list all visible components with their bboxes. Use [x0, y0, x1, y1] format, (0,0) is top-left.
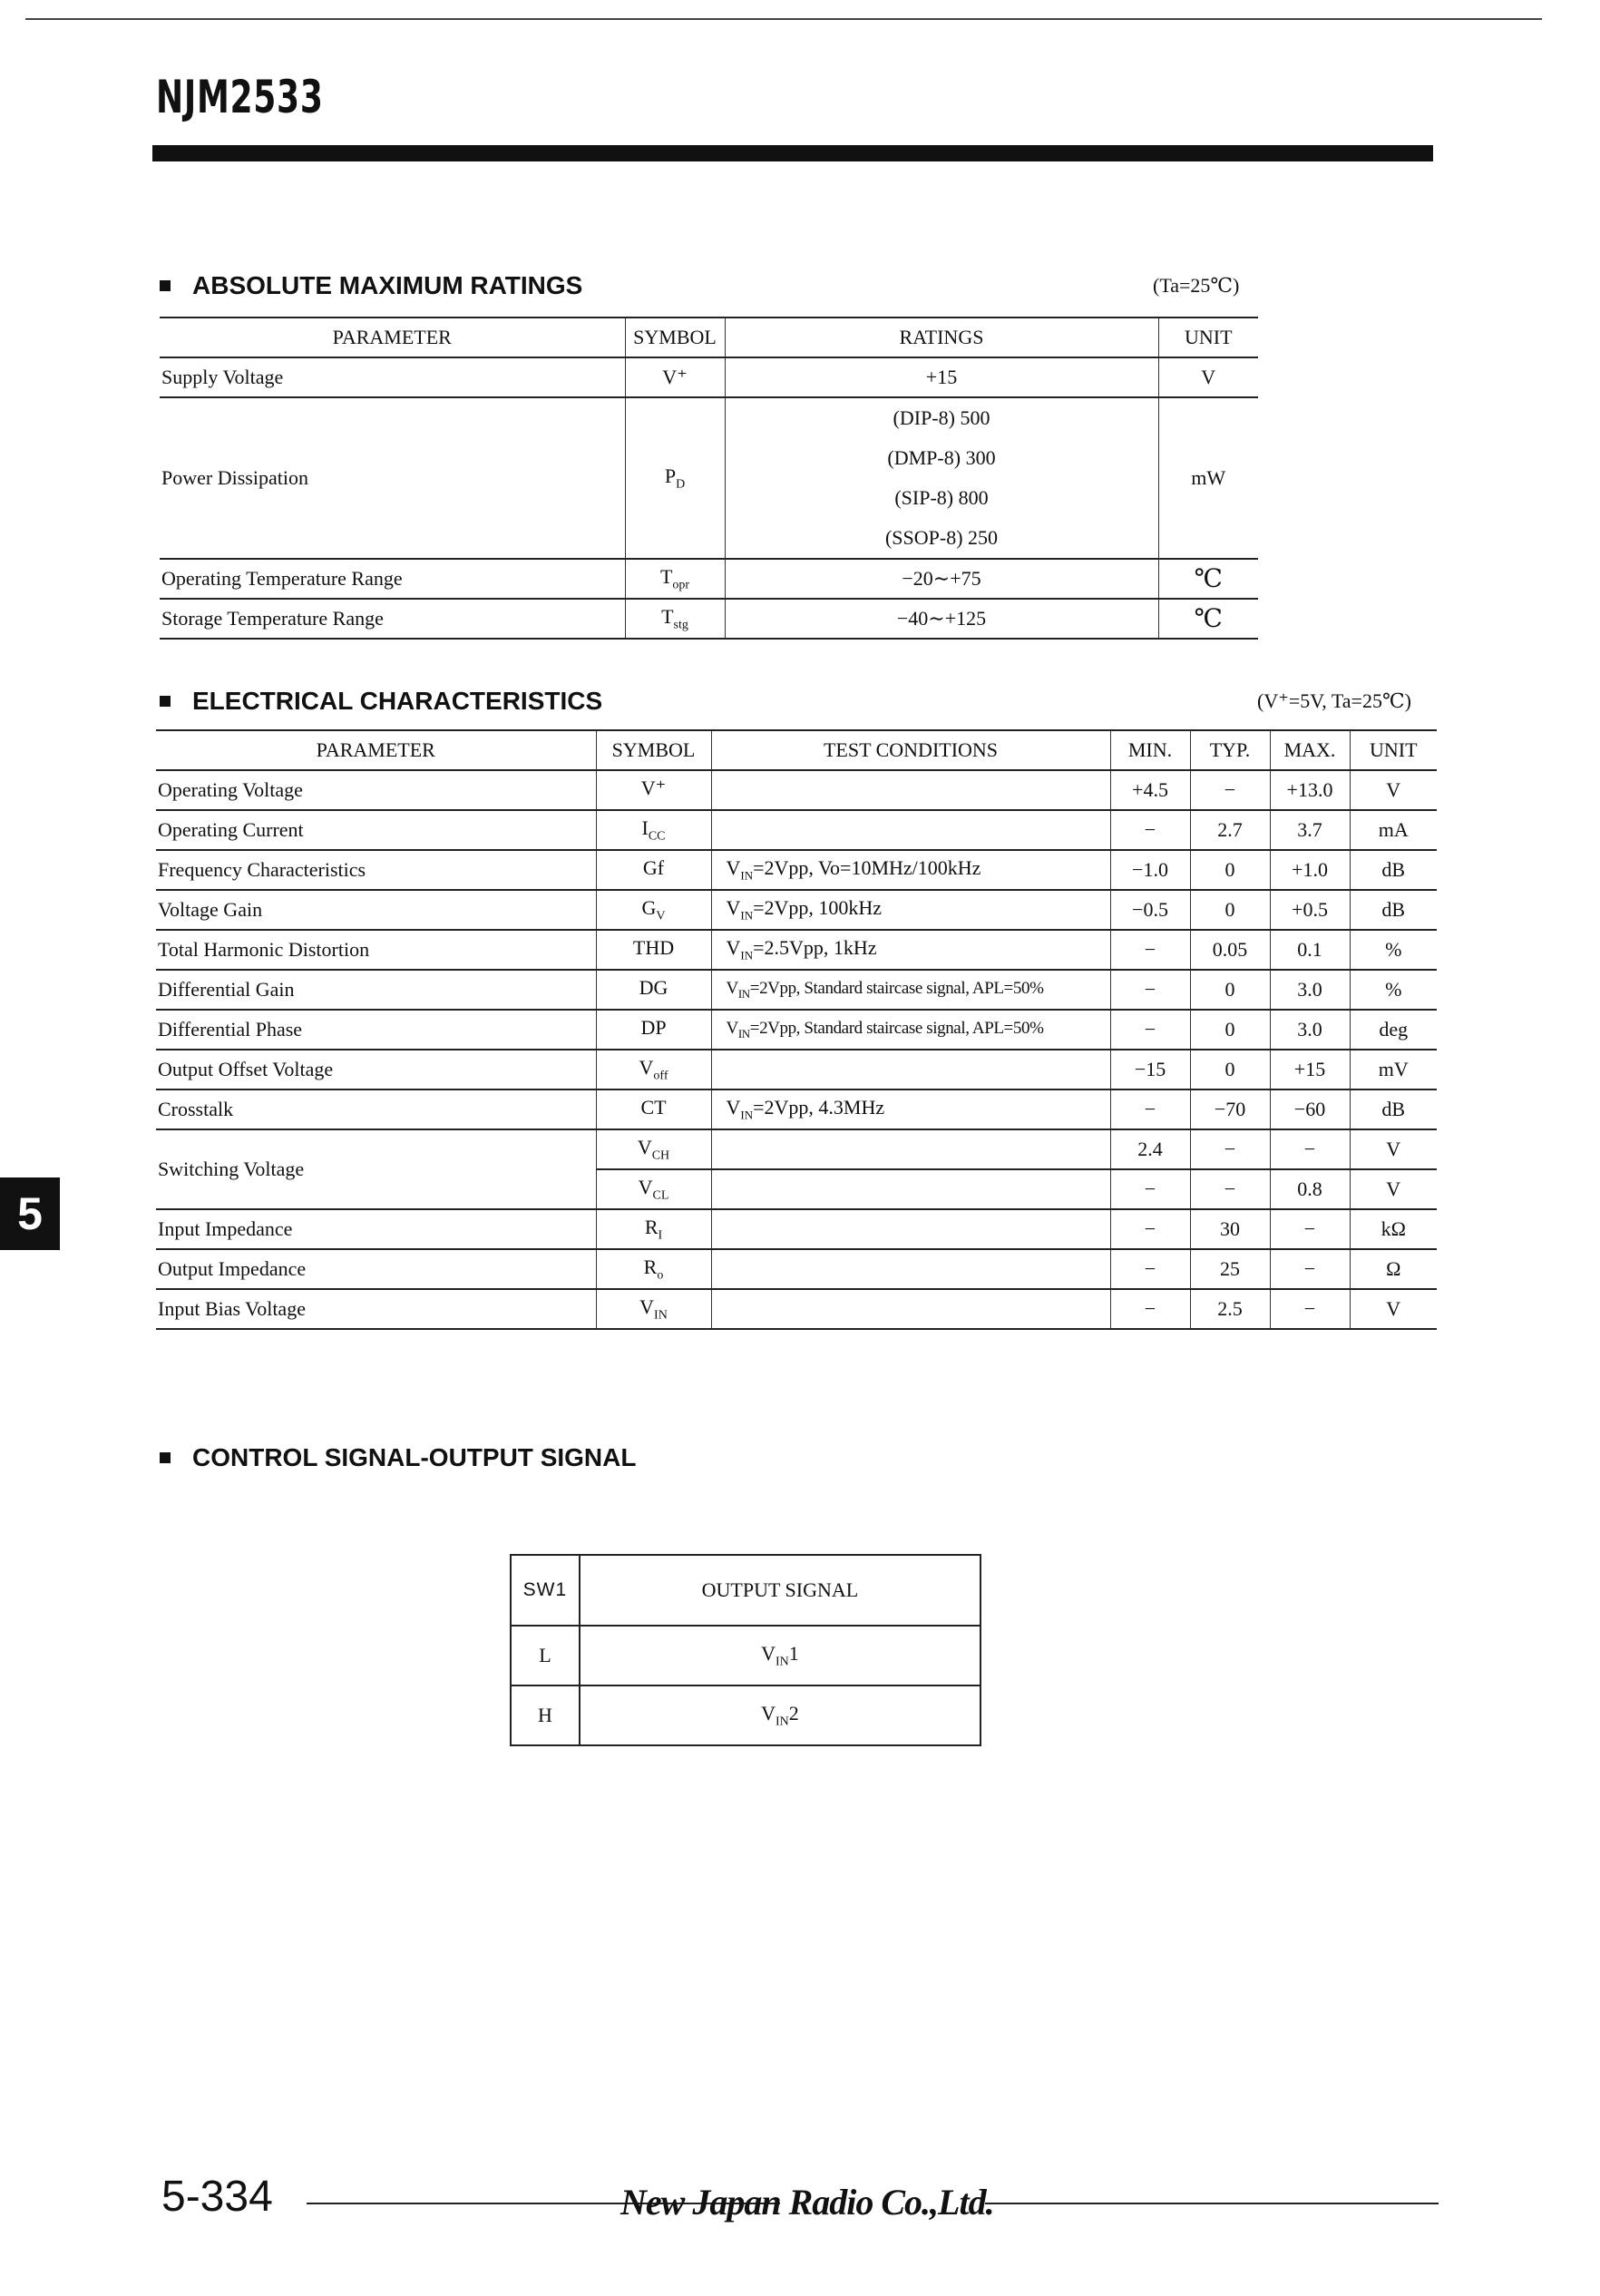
symbol-main: R [644, 1215, 659, 1238]
row-min: − [1110, 1010, 1190, 1050]
row-typ: 0 [1190, 1010, 1270, 1050]
symbol-main: CT [640, 1095, 667, 1119]
row-parameter: Storage Temperature Range [160, 599, 625, 639]
header-symbol: SYMBOL [625, 318, 725, 357]
row-typ: 0 [1190, 850, 1270, 890]
test-sub: IN [737, 986, 750, 1001]
rating-dip8: (DIP-8) 500 [893, 406, 990, 429]
row-min: − [1110, 970, 1190, 1010]
row-typ: − [1190, 1129, 1270, 1169]
row-symbol [596, 1089, 711, 1129]
row-typ: 2.7 [1190, 810, 1270, 850]
row-parameter: Power Dissipation [160, 397, 625, 559]
symbol-main: T [659, 564, 673, 588]
elec-header-row [156, 730, 1437, 770]
control-header-row [511, 1555, 980, 1626]
row-parameter: Differential Phase [156, 1010, 596, 1050]
row-min: − [1110, 930, 1190, 970]
row-symbol [596, 970, 711, 1010]
row-parameter: Differential Gain [156, 970, 596, 1010]
table-row [156, 970, 1437, 1010]
row-test-condition [711, 930, 1110, 970]
control-heading [160, 1445, 636, 1470]
row-parameter: Output Impedance [156, 1249, 596, 1289]
symbol-main: I [641, 816, 649, 839]
bullet-icon [160, 280, 171, 291]
bullet-icon [160, 1452, 171, 1463]
row-typ: 30 [1190, 1209, 1270, 1249]
row-typ: − [1190, 770, 1270, 810]
table-row [156, 890, 1437, 930]
header-parameter: PARAMETER [156, 730, 596, 770]
test-rest: =2Vpp, Standard staircase signal, APL=50% [749, 978, 1044, 998]
row-parameter: Operating Voltage [156, 770, 596, 810]
row-symbol [596, 1010, 711, 1050]
row-max: 0.1 [1270, 930, 1350, 970]
row-unit: mA [1350, 810, 1437, 850]
row-max: 3.0 [1270, 970, 1350, 1010]
row-symbol [596, 1209, 711, 1249]
abs-max-header-row [160, 318, 1258, 357]
test-rest: =2Vpp, 100kHz [753, 896, 883, 920]
row-parameter: Operating Temperature Range [160, 559, 625, 599]
row-unit: ℃ [1158, 559, 1258, 599]
row-min: − [1110, 1089, 1190, 1129]
row-symbol [596, 850, 711, 890]
row-max: − [1270, 1289, 1350, 1329]
row-unit: deg [1350, 1010, 1437, 1050]
row-min: − [1110, 1249, 1190, 1289]
output-rest: 1 [788, 1641, 799, 1665]
symbol-main: DG [639, 975, 668, 999]
symbol-sub: opr [672, 578, 690, 592]
table-row [511, 1685, 980, 1745]
symbol-main: V [639, 1055, 654, 1079]
row-max: +13.0 [1270, 770, 1350, 810]
row-unit: % [1350, 930, 1437, 970]
abs-max-condition: (Ta=25℃) [1153, 274, 1240, 297]
symbol-sub: I [658, 1228, 663, 1243]
header-unit: UNIT [1158, 318, 1258, 357]
row-unit: Ω [1350, 1249, 1437, 1289]
symbol-sub: D [676, 477, 686, 492]
row-unit: V [1350, 1169, 1437, 1209]
rating-sip8: (SIP-8) 800 [894, 486, 989, 509]
control-title: CONTROL SIGNAL-OUTPUT SIGNAL [192, 1443, 637, 1471]
test-rest: =2Vpp, 4.3MHz [753, 1096, 885, 1119]
row-min: −15 [1110, 1050, 1190, 1089]
output-value [580, 1685, 980, 1745]
table-row [160, 357, 1258, 397]
row-test-condition [711, 1249, 1110, 1289]
row-test-condition [711, 770, 1110, 810]
row-typ: 0.05 [1190, 930, 1270, 970]
table-row [156, 1289, 1437, 1329]
header-parameter: PARAMETER [160, 318, 625, 357]
test-rest: =2.5Vpp, 1kHz [753, 936, 877, 960]
table-row [160, 397, 1258, 559]
output-main: V [761, 1701, 776, 1724]
test-main: V [726, 936, 741, 960]
header-max: MAX. [1270, 730, 1350, 770]
row-symbol [596, 1169, 711, 1209]
test-rest: =2Vpp, Standard staircase signal, APL=50% [749, 1018, 1044, 1038]
row-unit: dB [1350, 890, 1437, 930]
rating-dmp8: (DMP-8) 300 [887, 446, 996, 469]
header-output-signal: OUTPUT SIGNAL [580, 1555, 980, 1626]
symbol-main: V⁺ [640, 776, 667, 799]
sw-value: H [511, 1685, 580, 1745]
row-rating: −40∼+125 [725, 599, 1158, 639]
symbol-main: V [638, 1175, 653, 1198]
row-min: − [1110, 810, 1190, 850]
output-sub: IN [775, 1715, 789, 1729]
row-test-condition [711, 1169, 1110, 1209]
test-sub: IN [740, 908, 754, 923]
table-row [156, 770, 1437, 810]
row-test-condition [711, 970, 1110, 1010]
row-typ: 0 [1190, 970, 1270, 1010]
row-symbol [625, 599, 725, 639]
symbol-sub: CH [651, 1148, 670, 1163]
row-typ: − [1190, 1169, 1270, 1209]
row-test-condition [711, 810, 1110, 850]
symbol-main: G [641, 895, 657, 919]
header-test: TEST CONDITIONS [711, 730, 1110, 770]
elec-heading [160, 689, 602, 714]
table-row [156, 1129, 1437, 1169]
row-min: −0.5 [1110, 890, 1190, 930]
row-parameter: Total Harmonic Distortion [156, 930, 596, 970]
table-row [156, 1050, 1437, 1089]
title-bar [152, 145, 1433, 161]
footer [161, 2170, 1440, 2224]
elec-condition: (V⁺=5V, Ta=25℃) [1257, 689, 1411, 712]
test-rest: =2Vpp, Vo=10MHz/100kHz [753, 856, 981, 880]
row-symbol [625, 559, 725, 599]
abs-max-title: ABSOLUTE MAXIMUM RATINGS [192, 271, 583, 299]
symbol-main: V [639, 1295, 655, 1318]
row-symbol [596, 1249, 711, 1289]
test-main: V [726, 856, 741, 880]
test-main: V [726, 896, 741, 920]
row-test-condition [711, 1050, 1110, 1089]
output-sub: IN [775, 1655, 789, 1669]
row-max: 0.8 [1270, 1169, 1350, 1209]
row-parameter: Switching Voltage [156, 1129, 596, 1209]
bullet-icon [160, 696, 171, 707]
row-symbol [596, 930, 711, 970]
symbol-sub: o [657, 1268, 664, 1283]
row-test-condition [711, 1010, 1110, 1050]
symbol-main: R [643, 1255, 658, 1278]
table-row [160, 559, 1258, 599]
row-test-condition [711, 1289, 1110, 1329]
row-max: 3.7 [1270, 810, 1350, 850]
row-symbol [596, 1289, 711, 1329]
row-min: −1.0 [1110, 850, 1190, 890]
symbol-main: T [661, 604, 674, 628]
symbol-sub: CL [652, 1188, 669, 1203]
symbol-sub: stg [673, 618, 688, 632]
row-min: − [1110, 1289, 1190, 1329]
row-symbol [596, 810, 711, 850]
table-row [156, 930, 1437, 970]
table-row [156, 1010, 1437, 1050]
symbol-sub: off [653, 1069, 668, 1083]
test-sub: IN [737, 1026, 750, 1041]
table-row [156, 1209, 1437, 1249]
output-rest: 2 [788, 1701, 799, 1724]
row-max: − [1270, 1209, 1350, 1249]
row-parameter: Crosstalk [156, 1089, 596, 1129]
test-sub: IN [740, 1108, 754, 1122]
header-sw1: SW1 [511, 1555, 580, 1626]
row-unit: dB [1350, 1089, 1437, 1129]
footer-rule-right [985, 2203, 1439, 2204]
header-min: MIN. [1110, 730, 1190, 770]
elec-title: ELECTRICAL CHARACTERISTICS [192, 687, 603, 715]
row-unit: mV [1350, 1050, 1437, 1089]
row-typ: 0 [1190, 890, 1270, 930]
row-parameter: Input Bias Voltage [156, 1289, 596, 1329]
test-sub: IN [740, 868, 754, 883]
row-rating: +15 [725, 357, 1158, 397]
row-unit: V [1350, 770, 1437, 810]
row-unit: V [1350, 1129, 1437, 1169]
row-symbol: V⁺ [625, 357, 725, 397]
row-rating-list [725, 397, 1158, 559]
row-unit: V [1158, 357, 1258, 397]
abs-max-heading [160, 273, 582, 298]
row-max: 3.0 [1270, 1010, 1350, 1050]
row-max: − [1270, 1129, 1350, 1169]
elec-table [156, 729, 1437, 1330]
row-symbol [596, 1050, 711, 1089]
symbol-main: THD [632, 935, 675, 959]
row-test-condition [711, 890, 1110, 930]
symbol-main: DP [640, 1015, 667, 1039]
row-test-condition [711, 1209, 1110, 1249]
row-symbol [596, 770, 711, 810]
symbol-sub: IN [654, 1308, 668, 1323]
header-ratings: RATINGS [725, 318, 1158, 357]
company-logo: New Japan Radio Co.,Ltd. [620, 2182, 994, 2223]
top-rule [25, 18, 1542, 20]
section-tab: 5 [0, 1177, 60, 1250]
row-max: +1.0 [1270, 850, 1350, 890]
row-max: −60 [1270, 1089, 1350, 1129]
row-unit: % [1350, 970, 1437, 1010]
part-number-title: NJM2533 [156, 71, 324, 123]
table-row [156, 1249, 1437, 1289]
row-symbol [625, 397, 725, 559]
table-row [156, 810, 1437, 850]
row-min: − [1110, 1209, 1190, 1249]
row-parameter: Input Impedance [156, 1209, 596, 1249]
header-symbol: SYMBOL [596, 730, 711, 770]
row-min: 2.4 [1110, 1129, 1190, 1169]
row-parameter: Operating Current [156, 810, 596, 850]
header-typ: TYP. [1190, 730, 1270, 770]
row-unit: kΩ [1350, 1209, 1437, 1249]
symbol-main: Gf [642, 855, 665, 879]
symbol-sub: V [656, 909, 666, 923]
row-typ: 0 [1190, 1050, 1270, 1089]
table-row [511, 1626, 980, 1685]
row-test-condition [711, 850, 1110, 890]
symbol-main: P [664, 464, 677, 487]
row-min: +4.5 [1110, 770, 1190, 810]
row-unit: V [1350, 1289, 1437, 1329]
row-parameter: Voltage Gain [156, 890, 596, 930]
row-symbol [596, 1129, 711, 1169]
row-test-condition [711, 1129, 1110, 1169]
row-rating: −20∼+75 [725, 559, 1158, 599]
header-unit: UNIT [1350, 730, 1437, 770]
control-table [510, 1554, 981, 1746]
abs-max-table [160, 317, 1258, 640]
row-unit: dB [1350, 850, 1437, 890]
test-main: V [726, 1096, 741, 1119]
row-parameter: Frequency Characteristics [156, 850, 596, 890]
row-min: − [1110, 1169, 1190, 1209]
test-main: V [726, 1018, 738, 1038]
table-row [156, 850, 1437, 890]
symbol-sub: CC [648, 829, 666, 844]
row-typ: 2.5 [1190, 1289, 1270, 1329]
test-main: V [726, 978, 738, 998]
row-test-condition [711, 1089, 1110, 1129]
row-max: +0.5 [1270, 890, 1350, 930]
symbol-main: V [637, 1135, 652, 1158]
row-parameter: Supply Voltage [160, 357, 625, 397]
row-max: − [1270, 1249, 1350, 1289]
table-row [156, 1089, 1437, 1129]
page-number: 5-334 [161, 2173, 273, 2221]
test-sub: IN [740, 948, 754, 962]
row-typ: 25 [1190, 1249, 1270, 1289]
row-max: +15 [1270, 1050, 1350, 1089]
sw-value: L [511, 1626, 580, 1685]
table-row [160, 599, 1258, 639]
row-parameter: Output Offset Voltage [156, 1050, 596, 1089]
row-unit: ℃ [1158, 599, 1258, 639]
rating-ssop8: (SSOP-8) 250 [884, 526, 999, 549]
row-symbol [596, 890, 711, 930]
row-unit: mW [1158, 397, 1258, 559]
output-value [580, 1626, 980, 1685]
output-main: V [761, 1641, 776, 1665]
row-typ: −70 [1190, 1089, 1270, 1129]
